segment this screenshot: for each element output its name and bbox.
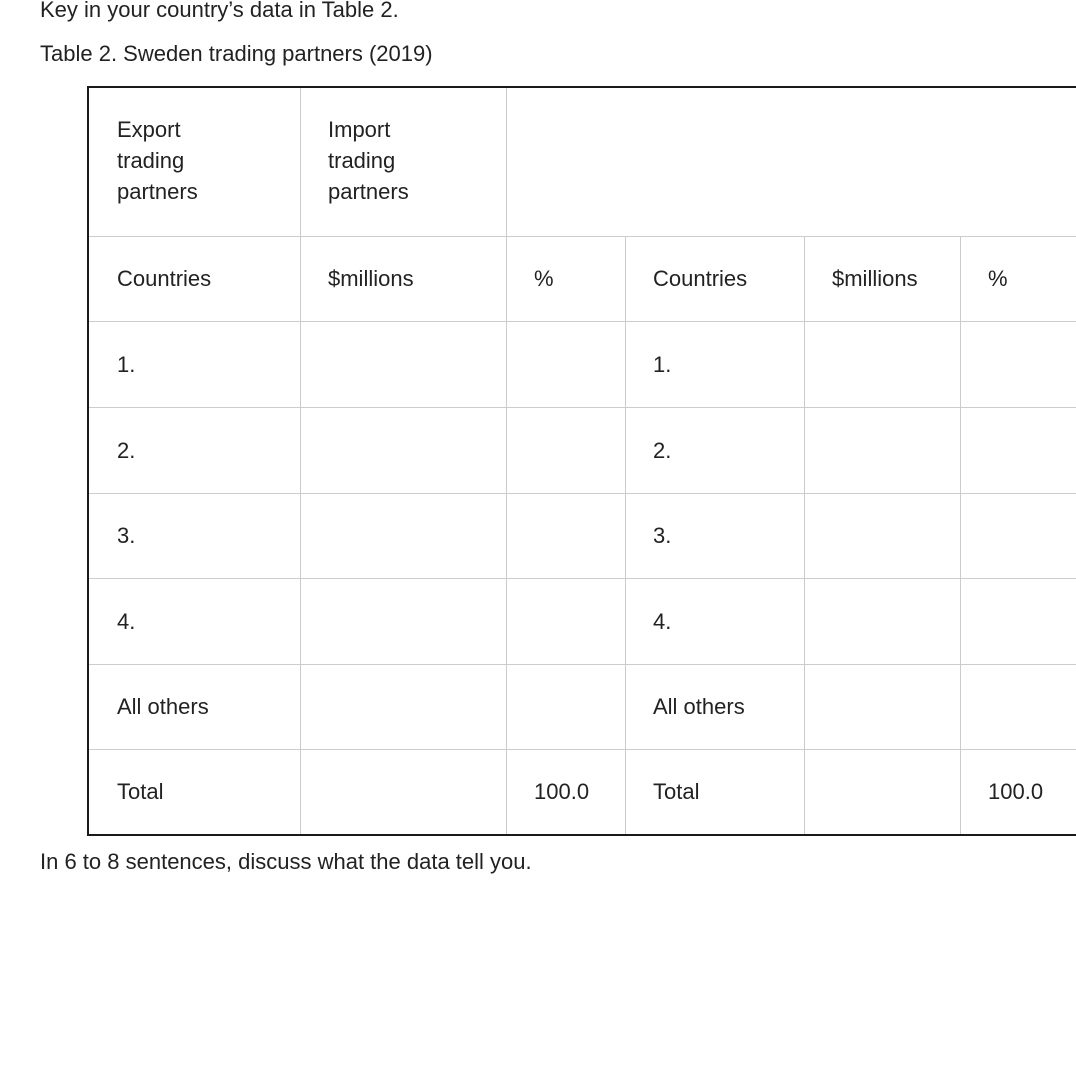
table-cell — [300, 749, 506, 834]
table-cell: 3. — [117, 523, 136, 548]
column-header: % — [534, 266, 554, 291]
table-cell: All others — [117, 694, 209, 719]
table-cell — [960, 578, 1076, 664]
column-header: % — [988, 266, 1008, 291]
table-cell — [804, 407, 960, 493]
column-header: $millions — [832, 266, 918, 291]
column-header: Countries — [117, 266, 212, 291]
table-cell — [506, 321, 625, 407]
export-total-percent: 100.0 — [534, 779, 590, 804]
table-cell — [300, 578, 506, 664]
column-header: Countries — [653, 266, 748, 291]
table-cell — [300, 321, 506, 407]
table-cell — [506, 407, 625, 493]
table-cell: 4. — [653, 608, 672, 634]
table-cell: Total — [653, 779, 700, 804]
import-partners-header: Import trading partners — [328, 117, 409, 204]
table-cell — [804, 321, 960, 407]
table-cell: 1. — [653, 351, 672, 377]
table-cell — [960, 321, 1076, 407]
table-cell — [804, 578, 960, 664]
table-cell — [300, 493, 506, 578]
table-cell: 2. — [117, 437, 136, 463]
table-cell — [804, 493, 960, 578]
table-cell: Total — [117, 779, 164, 804]
table-cell: 4. — [117, 608, 136, 634]
table-cell — [506, 493, 625, 578]
table-cell — [804, 749, 960, 834]
discussion-prompt: In 6 to 8 sentences, discuss what the data tell you. — [40, 849, 532, 874]
import-total-percent: 100.0 — [988, 779, 1044, 804]
table-cell — [506, 578, 625, 664]
table-cell: 2. — [653, 437, 672, 463]
table-cell — [300, 664, 506, 749]
column-header: $millions — [328, 266, 414, 291]
instruction-text: Key in your country’s data in Table 2. — [40, 0, 399, 22]
table-cell: All others — [653, 694, 745, 719]
table-cell — [506, 664, 625, 749]
table-caption: Table 2. Sweden trading partners (2019) — [40, 41, 433, 66]
trading-partners-table — [87, 86, 1076, 836]
table-cell — [300, 407, 506, 493]
table-cell — [960, 407, 1076, 493]
table-cell: 3. — [653, 523, 672, 548]
table-cell: 1. — [117, 351, 136, 377]
table-cell — [960, 664, 1076, 749]
table-cell — [804, 664, 960, 749]
table-cell — [960, 493, 1076, 578]
export-partners-header: Export trading partners — [117, 117, 198, 204]
